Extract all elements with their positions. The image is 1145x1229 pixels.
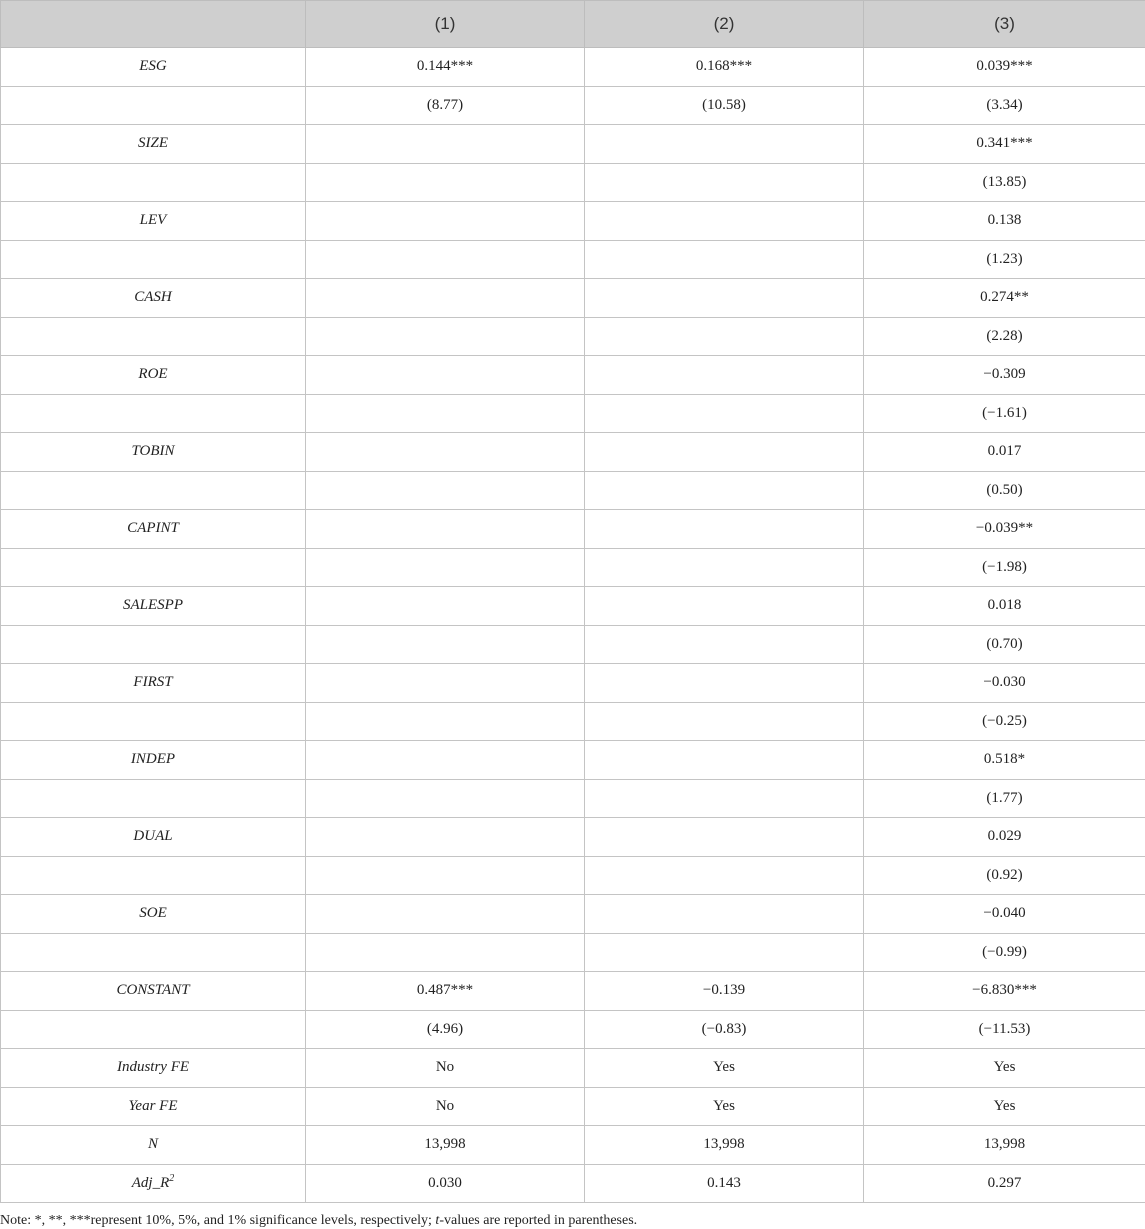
cell-model-2 xyxy=(585,163,864,202)
cell-model-1: (8.77) xyxy=(306,86,585,125)
header-cell-model-1: (1) xyxy=(306,1,585,48)
row-label: DUAL xyxy=(1,818,306,857)
note-prefix: Note: *, **, ***represent 10%, 5%, and 1% significance levels, respectively; xyxy=(0,1213,435,1228)
table-row xyxy=(1,240,1145,279)
cell-model-1 xyxy=(306,895,585,934)
row-label xyxy=(1,625,306,664)
cell-model-1: 0.487*** xyxy=(306,972,585,1011)
row-label: TOBIN xyxy=(1,433,306,472)
table-row xyxy=(1,856,1145,895)
note-suffix: -values are reported in parentheses. xyxy=(439,1213,637,1228)
cell-model-1 xyxy=(306,163,585,202)
cell-model-1: (4.96) xyxy=(306,1010,585,1049)
cell-model-2: 0.143 xyxy=(585,1164,864,1203)
table-row xyxy=(1,279,1145,318)
row-label xyxy=(1,240,306,279)
cell-model-3: (−1.61) xyxy=(864,394,1145,433)
cell-model-3: 0.518* xyxy=(864,741,1145,780)
table-row xyxy=(1,510,1145,549)
row-label: SALESPP xyxy=(1,587,306,626)
row-label xyxy=(1,548,306,587)
cell-model-1 xyxy=(306,433,585,472)
table-row xyxy=(1,625,1145,664)
cell-model-1: 0.030 xyxy=(306,1164,585,1203)
table-body xyxy=(1,48,1145,1203)
cell-model-3: 0.039*** xyxy=(864,48,1145,87)
cell-model-2: 0.168*** xyxy=(585,48,864,87)
cell-model-3: (−1.98) xyxy=(864,548,1145,587)
cell-model-3: 0.018 xyxy=(864,587,1145,626)
row-label: CASH xyxy=(1,279,306,318)
table-row xyxy=(1,86,1145,125)
cell-model-1: 13,998 xyxy=(306,1126,585,1165)
cell-model-3: 0.341*** xyxy=(864,125,1145,164)
cell-model-1 xyxy=(306,625,585,664)
table-row xyxy=(1,394,1145,433)
table-row xyxy=(1,163,1145,202)
cell-model-1 xyxy=(306,510,585,549)
cell-model-2 xyxy=(585,856,864,895)
header-cell-model-2: (2) xyxy=(585,1,864,48)
row-label xyxy=(1,394,306,433)
cell-model-1 xyxy=(306,933,585,972)
cell-model-1 xyxy=(306,356,585,395)
row-label: INDEP xyxy=(1,741,306,780)
cell-model-3: −0.039** xyxy=(864,510,1145,549)
table-row xyxy=(1,1049,1145,1088)
cell-model-1 xyxy=(306,202,585,241)
cell-model-3: (0.70) xyxy=(864,625,1145,664)
row-label: N xyxy=(1,1126,306,1165)
cell-model-3: 0.017 xyxy=(864,433,1145,472)
header-cell-model-3: (3) xyxy=(864,1,1145,48)
row-label xyxy=(1,779,306,818)
cell-model-1 xyxy=(306,818,585,857)
cell-model-2 xyxy=(585,587,864,626)
adj-r-label: Adj_R xyxy=(132,1175,170,1191)
cell-model-3: 0.274** xyxy=(864,279,1145,318)
table-row xyxy=(1,202,1145,241)
row-label: SOE xyxy=(1,895,306,934)
cell-model-2 xyxy=(585,433,864,472)
row-label xyxy=(1,86,306,125)
cell-model-2: 13,998 xyxy=(585,1126,864,1165)
cell-model-2 xyxy=(585,317,864,356)
cell-model-1 xyxy=(306,240,585,279)
table-row xyxy=(1,895,1145,934)
cell-model-3: Yes xyxy=(864,1087,1145,1126)
cell-model-1 xyxy=(306,548,585,587)
table-row xyxy=(1,1126,1145,1165)
table-row xyxy=(1,741,1145,780)
row-label: ESG xyxy=(1,48,306,87)
table-note xyxy=(0,1203,1145,1229)
cell-model-2: Yes xyxy=(585,1049,864,1088)
cell-model-2 xyxy=(585,895,864,934)
table-row xyxy=(1,548,1145,587)
cell-model-3: (−0.25) xyxy=(864,702,1145,741)
cell-model-1 xyxy=(306,125,585,164)
header-row xyxy=(1,1,1145,48)
row-label xyxy=(1,317,306,356)
cell-model-3: −0.309 xyxy=(864,356,1145,395)
cell-model-1 xyxy=(306,394,585,433)
cell-model-3: (0.92) xyxy=(864,856,1145,895)
table-row-adj-r2 xyxy=(1,1164,1145,1203)
cell-model-1 xyxy=(306,779,585,818)
cell-model-1: 0.144*** xyxy=(306,48,585,87)
cell-model-2 xyxy=(585,471,864,510)
cell-model-3: Yes xyxy=(864,1049,1145,1088)
cell-model-1 xyxy=(306,317,585,356)
cell-model-1 xyxy=(306,587,585,626)
cell-model-2 xyxy=(585,394,864,433)
cell-model-1 xyxy=(306,702,585,741)
table-row xyxy=(1,356,1145,395)
row-label xyxy=(1,702,306,741)
cell-model-2 xyxy=(585,625,864,664)
row-label: LEV xyxy=(1,202,306,241)
cell-model-3: 13,998 xyxy=(864,1126,1145,1165)
cell-model-2 xyxy=(585,125,864,164)
row-label xyxy=(1,471,306,510)
cell-model-2 xyxy=(585,933,864,972)
table-row xyxy=(1,1087,1145,1126)
cell-model-1: No xyxy=(306,1049,585,1088)
cell-model-2 xyxy=(585,664,864,703)
cell-model-2 xyxy=(585,741,864,780)
table-row xyxy=(1,664,1145,703)
cell-model-2 xyxy=(585,548,864,587)
cell-model-1 xyxy=(306,471,585,510)
cell-model-3: (−11.53) xyxy=(864,1010,1145,1049)
row-label: ROE xyxy=(1,356,306,395)
cell-model-2 xyxy=(585,702,864,741)
cell-model-3: (1.77) xyxy=(864,779,1145,818)
cell-model-1 xyxy=(306,664,585,703)
cell-model-2 xyxy=(585,818,864,857)
cell-model-3: (13.85) xyxy=(864,163,1145,202)
cell-model-2: −0.139 xyxy=(585,972,864,1011)
table-row xyxy=(1,433,1145,472)
row-label xyxy=(1,1010,306,1049)
cell-model-2 xyxy=(585,279,864,318)
cell-model-2 xyxy=(585,202,864,241)
row-label xyxy=(1,856,306,895)
row-label: CONSTANT xyxy=(1,972,306,1011)
table-row xyxy=(1,933,1145,972)
table-row xyxy=(1,48,1145,87)
header-cell-variable xyxy=(1,1,306,48)
table-row xyxy=(1,471,1145,510)
row-label: SIZE xyxy=(1,125,306,164)
cell-model-3: (0.50) xyxy=(864,471,1145,510)
cell-model-2 xyxy=(585,356,864,395)
cell-model-2: (10.58) xyxy=(585,86,864,125)
cell-model-2: (−0.83) xyxy=(585,1010,864,1049)
cell-model-1: No xyxy=(306,1087,585,1126)
note-italic-t: t xyxy=(435,1213,439,1228)
cell-model-2 xyxy=(585,779,864,818)
cell-model-3: 0.029 xyxy=(864,818,1145,857)
cell-model-3: (2.28) xyxy=(864,317,1145,356)
row-label xyxy=(1,163,306,202)
row-label xyxy=(1,933,306,972)
table-row xyxy=(1,702,1145,741)
cell-model-3: −6.830*** xyxy=(864,972,1145,1011)
cell-model-3: −0.030 xyxy=(864,664,1145,703)
table-row xyxy=(1,125,1145,164)
cell-model-3: (3.34) xyxy=(864,86,1145,125)
table-row xyxy=(1,972,1145,1011)
row-label: Year FE xyxy=(1,1087,306,1126)
cell-model-3: (−0.99) xyxy=(864,933,1145,972)
cell-model-3: 0.297 xyxy=(864,1164,1145,1203)
row-label: CAPINT xyxy=(1,510,306,549)
cell-model-1 xyxy=(306,856,585,895)
table-row xyxy=(1,317,1145,356)
cell-model-1 xyxy=(306,741,585,780)
table-row xyxy=(1,779,1145,818)
cell-model-2: Yes xyxy=(585,1087,864,1126)
cell-model-1 xyxy=(306,279,585,318)
cell-model-3: −0.040 xyxy=(864,895,1145,934)
cell-model-3: 0.138 xyxy=(864,202,1145,241)
row-label xyxy=(1,1164,306,1203)
cell-model-2 xyxy=(585,240,864,279)
row-label: Industry FE xyxy=(1,1049,306,1088)
cell-model-2 xyxy=(585,510,864,549)
table-row xyxy=(1,587,1145,626)
table-row xyxy=(1,818,1145,857)
adj-r-superscript: 2 xyxy=(169,1173,174,1184)
row-label: FIRST xyxy=(1,664,306,703)
table-row xyxy=(1,1010,1145,1049)
cell-model-3: (1.23) xyxy=(864,240,1145,279)
